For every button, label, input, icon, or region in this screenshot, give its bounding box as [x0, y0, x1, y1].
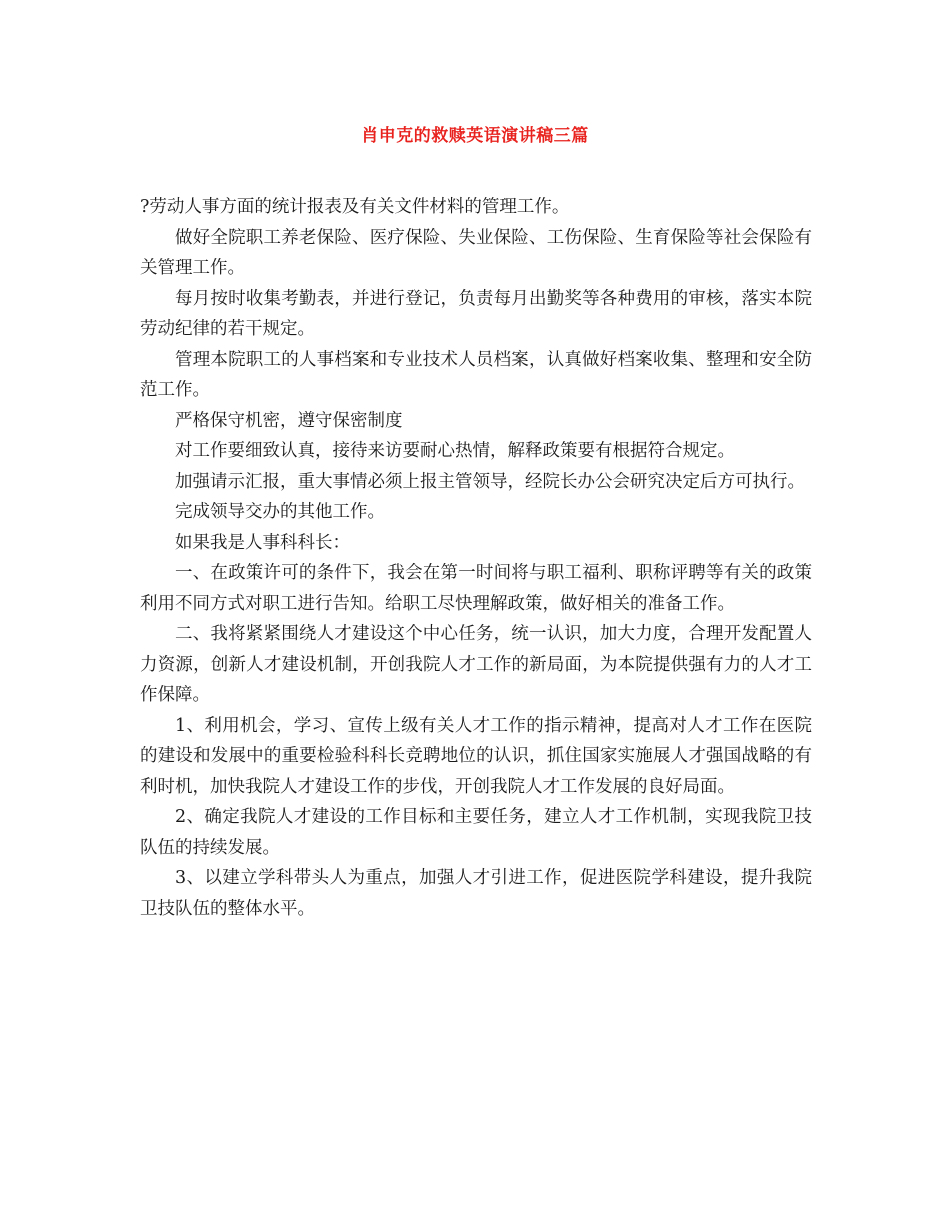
- paragraph: 完成领导交办的其他工作。: [175, 502, 385, 522]
- paragraph: 如果我是人事科科长：: [175, 532, 350, 553]
- paragraph: 对工作要细致认真，接待来访要耐心热情，解释政策要有根据符合规定。: [175, 441, 735, 461]
- paragraph: 2、确定我院人才建设的工作目标和主要任务，建立人才工作机制，实现我院卫技队伍的持续发展。: [140, 807, 812, 858]
- paragraph: 一、在政策许可的条件下，我会在第一时间将与职工福利、职称评聘等有关的政策利用不同方式对职工进行告知。给职工尽快理解政策，做好相关的准备工作。: [140, 563, 812, 614]
- paragraph: 1、利用机会，学习、宣传上级有关人才工作的指示精神，提高对人才工作在医院的建设和发展中的重要检验科科长竞聘地位的认识，抓住国家实施展人才强国战略的有利时机，加快我院人才建设工作的步伐，开创我院人才工作发展的良好局面。: [140, 715, 812, 797]
- paragraph: 3、以建立学科带头人为重点，加强人才引进工作，促进医院学科建设，提升我院卫技队伍的整体水平。: [140, 868, 812, 919]
- document-body: [140, 192, 812, 924]
- paragraph: 加强请示汇报，重大事情必须上报主管领导，经院长办公会研究决定后方可执行。: [175, 471, 805, 492]
- paragraph: ?劳动人事方面的统计报表及有关文件材料的管理工作。: [140, 197, 570, 217]
- paragraph: 每月按时收集考勤表，并进行登记，负责每月出勤奖等各种费用的审核，落实本院劳动纪律的若干规定。: [140, 288, 812, 339]
- document-title: 肖申克的救赎英语演讲稿三篇: [361, 126, 589, 146]
- paragraph: 严格保守机密，遵守保密制度: [175, 410, 403, 431]
- paragraph: 二、我将紧紧围绕人才建设这个中心任务，统一认识，加大力度，合理开发配置人力资源，创新人才建设机制，开创我院人才工作的新局面，为本院提供强有力的人才工作保障。: [140, 624, 812, 705]
- paragraph: 做好全院职工养老保险、医疗保险、失业保险、工伤保险、生育保险等社会保险有关管理工作。: [140, 227, 812, 278]
- paragraph: 管理本院职工的人事档案和专业技术人员档案，认真做好档案收集、整理和安全防范工作。: [140, 349, 812, 400]
